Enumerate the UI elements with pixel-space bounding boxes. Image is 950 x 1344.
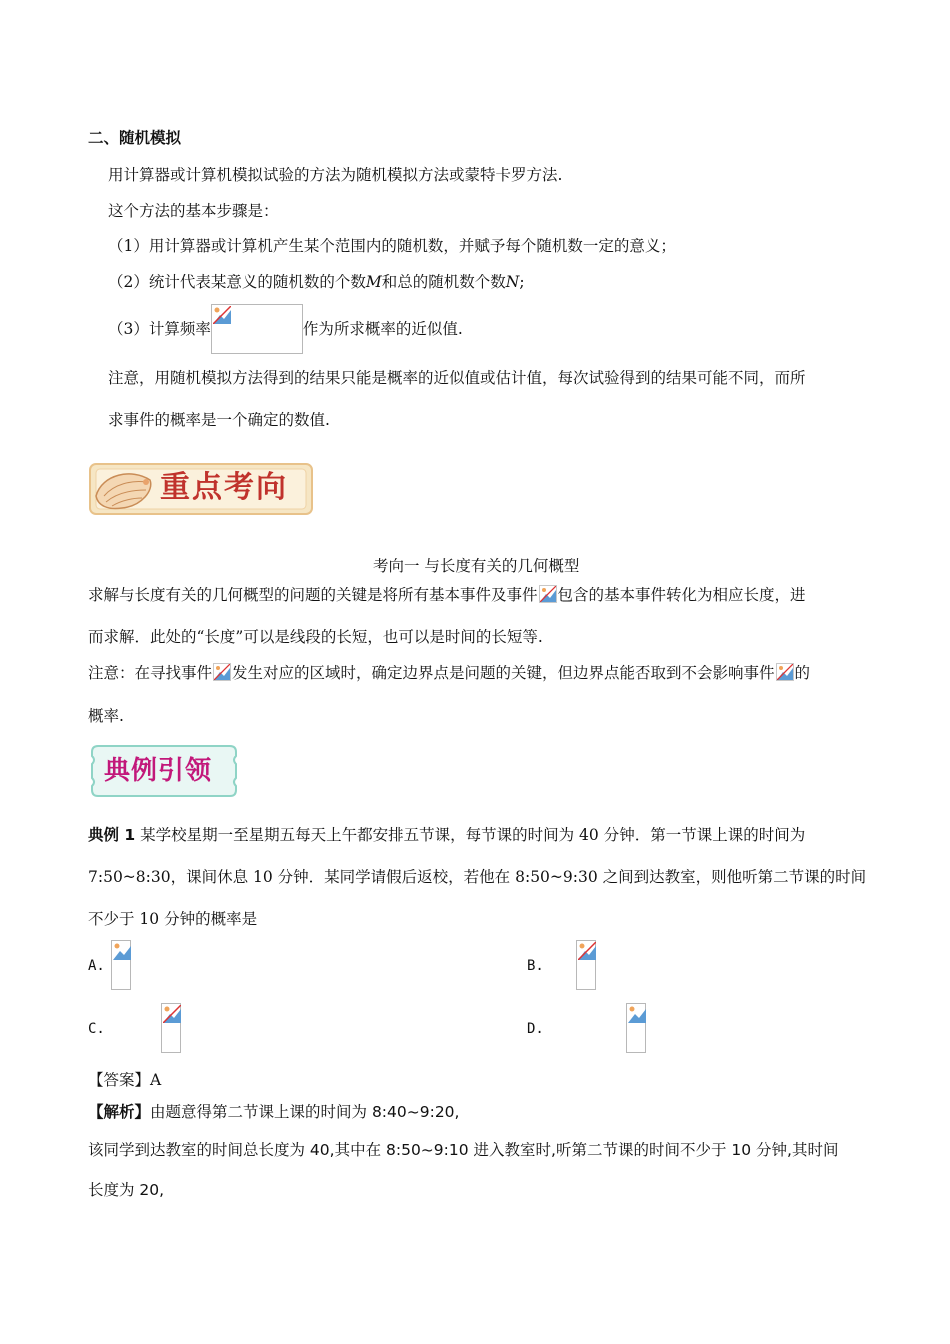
broken-image-icon (161, 1003, 181, 1053)
answer: 【答案】A (88, 1071, 162, 1089)
analysis-line-2: 该同学到达教室的时间总长度为 40,其中在 8:50~9:10 进入教室时,听第二节课的时间不少于 10 分钟,其时间 (88, 1141, 839, 1159)
paragraph-steps-intro: 这个方法的基本步骤是： (108, 202, 279, 220)
analysis-label: 【解析】 (88, 1103, 151, 1121)
broken-image-icon (211, 304, 303, 354)
broken-image-icon (213, 663, 231, 681)
direction-title: 考向一 与长度有关的几何概型 (373, 557, 580, 575)
direction-note-end: 概率. (88, 707, 124, 725)
broken-image-icon (539, 585, 557, 603)
paragraph-intro: 用计算器或计算机模拟试验的方法为随机模拟方法或蒙特卡罗方法. (108, 166, 563, 184)
direction-note: 注意：在寻找事件 发生对应的区域时，确定边界点是问题的关键，但边界点能否取到不会影响事件 的 (88, 664, 811, 682)
banner-title: 重点考向 (160, 470, 288, 505)
option-d-label: D. (527, 1021, 544, 1037)
analysis-line-3: 长度为 20, (88, 1181, 165, 1199)
example-line-2: 7:50~8:30，课间休息 10 分钟．某同学请假后返校，若他在 8:50~9:30 之间到达教室，则他听第二节课的时间 (88, 868, 867, 886)
var-n: N (505, 273, 520, 291)
broken-image-icon (111, 940, 131, 990)
var-m: M (365, 273, 382, 291)
direction-line-1: 求解与长度有关的几何概型的问题的关键是将所有基本事件及事件 包含的基本事件转化为相应长度，进 (88, 586, 806, 604)
example-banner (88, 742, 240, 800)
banner-title: 典例引领 (104, 756, 213, 786)
seashell-icon (92, 466, 156, 514)
section-heading: 二、随机模拟 (88, 129, 182, 147)
step-1: （1）用计算器或计算机产生某个范围内的随机数，并赋予每个随机数一定的意义； (108, 237, 676, 255)
broken-image-icon (576, 940, 596, 990)
example-line-3: 不少于 10 分钟的概率是 (88, 910, 258, 928)
note-line-1: 注意，用随机模拟方法得到的结果只能是概率的近似值或估计值，每次试验得到的结果可能不同，而所 (108, 369, 806, 387)
broken-image-icon (626, 1003, 646, 1053)
key-direction-banner (88, 460, 314, 518)
analysis-line-1: 【解析】由题意得第二节课上课的时间为 8:40~9:20, (88, 1103, 460, 1121)
direction-line-2: 而求解．此处的“长度”可以是线段的长短，也可以是时间的长短等. (88, 628, 543, 646)
example-label: 典例 1 (88, 826, 136, 844)
option-a-label: A. (88, 958, 105, 974)
example-line-1: 典例 1 某学校星期一至星期五每天上午都安排五节课，每节课的时间为 40 分钟．第一节课上课的时间为 (88, 826, 806, 844)
note-line-2: 求事件的概率是一个确定的数值. (108, 411, 330, 429)
option-b-label: B. (527, 958, 544, 974)
broken-image-icon (776, 663, 794, 681)
step-3: （3）计算频率 作为所求概率的近似值. (108, 304, 463, 354)
step-2: （2）统计代表某意义的随机数的个数M和总的随机数个数N; (108, 273, 525, 291)
option-c-label: C. (88, 1021, 105, 1037)
